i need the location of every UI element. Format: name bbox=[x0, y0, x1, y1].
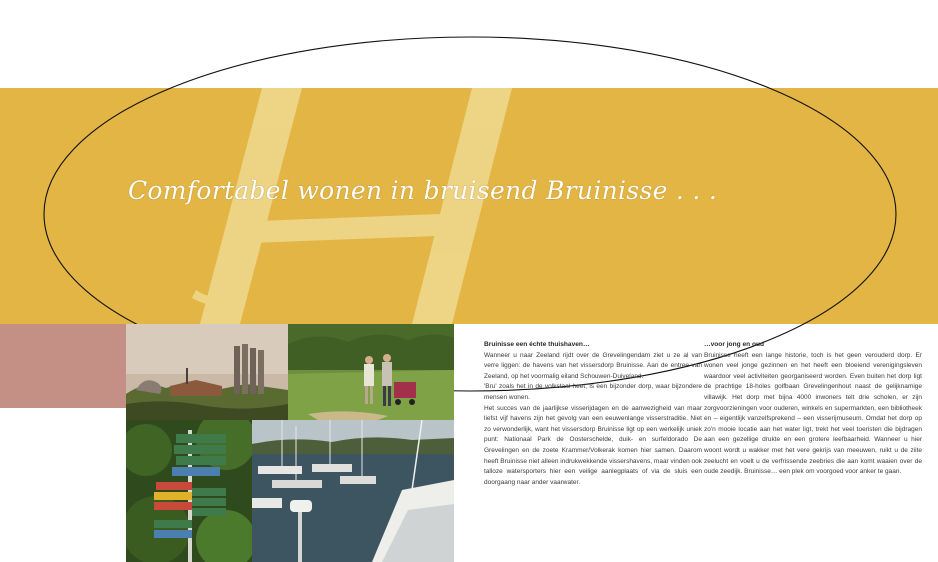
paragraph: Bruinisse heeft een lange historie, toch is het geen verouderd dorp. Er wonen veel jonge gezinnen en het heeft een bloeiend verenigingsleven waardoor veel activiteiten georganiseerd worden. Even buiten het dorp ligt de prachtige 18-holes golfbaan Grevelingenhout naast de gelijknamige villawijk. Het dorp met bijna 4000 inwoners telt drie scholen, er zijn zorgvoorzieningen voor ouderen, winkels en supermarkten, een bibliotheek en – eigentlijk vanzelfsprekend – een visserijmuseum. Omdat het dorp op zo'n mooie locatie aan het water ligt, trekt het veel toeristen die bijdragen aan een gezellige drukte en een grotere leefbaarheid. Wanneer u hier woont wordt u wakker met het vere gekrijs van meeuwen, ruikt u de ziite zeelucht en voelt u de verfrissende zeebries die aan komt waaien over de oude zeedijk. Bruinisse… een plek om voorgoed voor anker te gaan. bbox=[704, 351, 922, 476]
golf-course-photo bbox=[288, 324, 454, 420]
village-skyline-photo bbox=[126, 324, 288, 420]
paragraph: Het succes van de jaarlijkse visserijdagen en de aanwezigheid van maar liefst vijf havens zijn het gevolg van een eeuwenlange visserstraditie. Niet zo verwonderlijk, want het vissersdorp Bruinisse ligt op een werkelijk uniek punt: Nationaal Park de Oosterschelde, duik- en surfeldorado De Grevelingen en de zoete Krammer/Volkerak komen hier samen. Daarom heeft Bruinisse niet alleen indrukwekkende vissershavens, maar vinden ook talloze watersporters hier een veilige aanlegplaats of via de sluis een doorgaang naar ander vaarwater. bbox=[484, 404, 702, 486]
article-column-right bbox=[704, 340, 922, 478]
section-heading-left: Bruinisse een échte thuishaven… bbox=[484, 341, 590, 348]
marina-photo bbox=[252, 420, 454, 562]
color-block bbox=[0, 324, 126, 408]
paragraph: 'Bru' zoals het in de volkstaal heet, is een bijzonder dorp, waar bijzondere mensen wonen. bbox=[484, 383, 702, 401]
signpost-photo bbox=[126, 420, 252, 562]
paragraph: Wanneer u naar Zeeland rijdt over de Grevelingendam ziet u ze al van verre liggen: de havens van het vissersdorp Bruinisse. Aan de entree van Zeeland, op het voormalig eiland Schouwen-Duiveland. bbox=[484, 351, 702, 380]
page-headline: Comfortabel wonen in bruisend Bruinisse . . . bbox=[128, 176, 718, 205]
section-heading-right: …voor jong en oud bbox=[704, 341, 765, 348]
article-column-left bbox=[484, 340, 702, 488]
